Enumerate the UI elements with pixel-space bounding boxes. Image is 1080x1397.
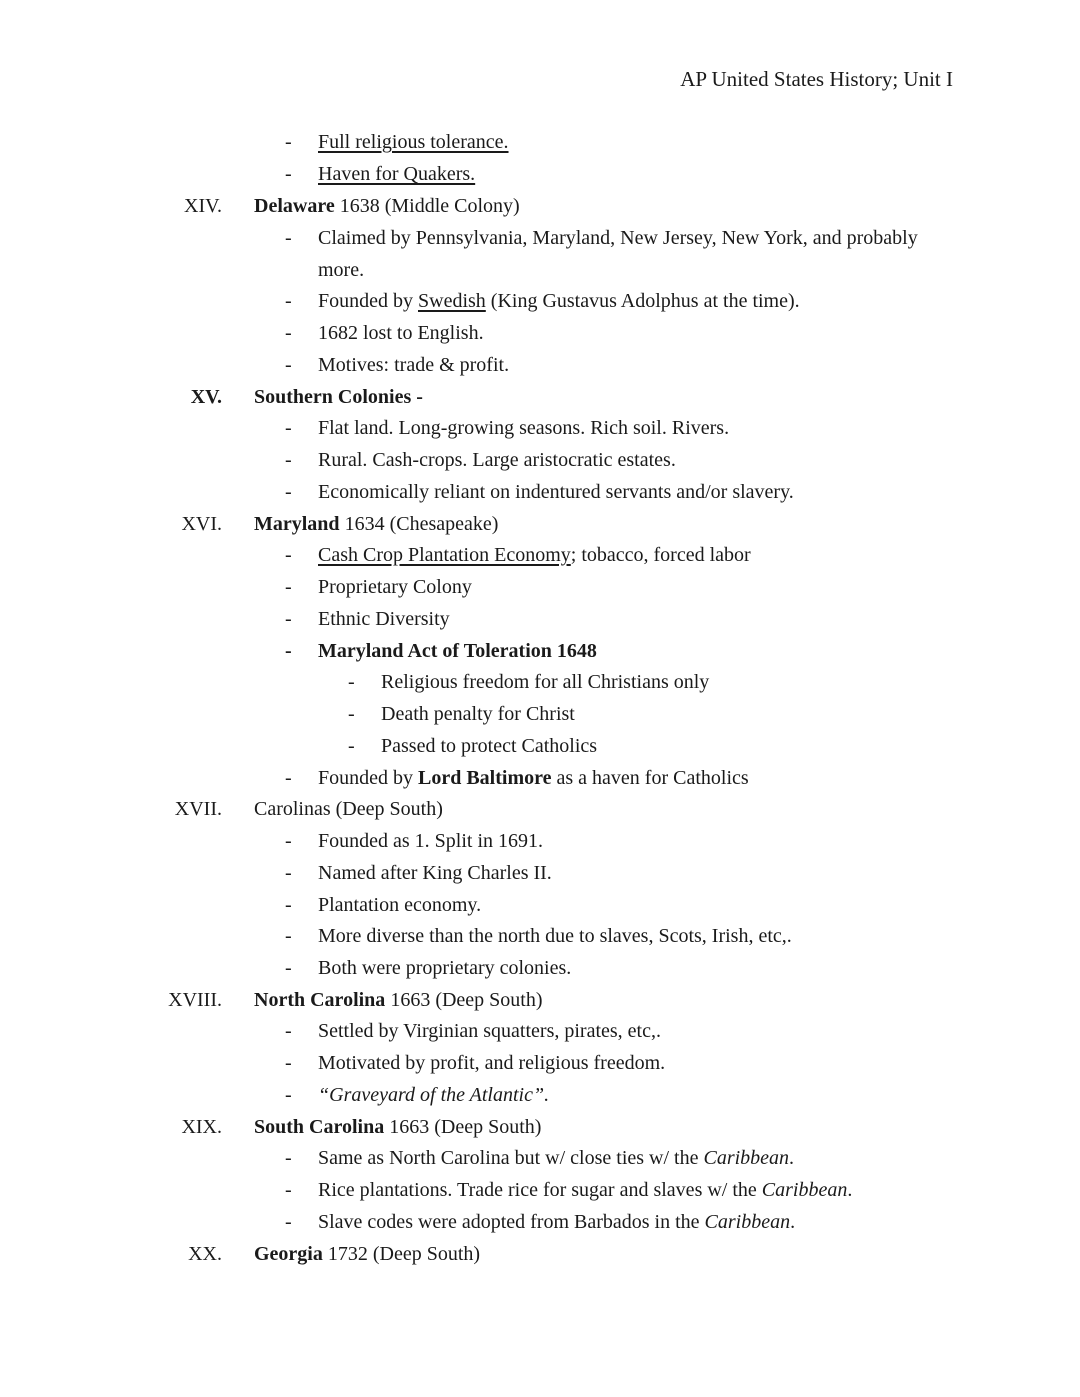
page-header: AP United States History; Unit I bbox=[680, 67, 953, 91]
text-run: . bbox=[790, 1211, 796, 1233]
item-text: Motivated by profit, and religious freedom. bbox=[318, 1052, 666, 1074]
roman-numeral: XIV. bbox=[184, 195, 222, 217]
roman-numeral: XVIII. bbox=[168, 989, 222, 1011]
item-text: Plantation economy. bbox=[318, 894, 482, 916]
item-text: Named after King Charles II. bbox=[318, 862, 552, 884]
bullet-dash: - bbox=[285, 862, 292, 884]
roman-numeral: XV. bbox=[190, 386, 222, 408]
item-text: Maryland Act of Toleration 1648 bbox=[318, 640, 597, 662]
item-text: Economically reliant on indentured servants and/or slavery. bbox=[318, 481, 794, 503]
bullet-dash: - bbox=[285, 1020, 292, 1042]
roman-numeral: XVII. bbox=[174, 798, 222, 820]
item-text: Full religious tolerance. bbox=[318, 131, 509, 153]
bullet-dash: - bbox=[285, 1084, 292, 1106]
text-run: Rice plantations. Trade rice for sugar and slaves w/ the bbox=[318, 1179, 762, 1201]
bullet-dash: - bbox=[285, 1179, 292, 1201]
item-text bbox=[318, 1206, 795, 1238]
colony-details: 1634 (Chesapeake) bbox=[339, 513, 499, 535]
item-text: Motives: trade & profit. bbox=[318, 354, 510, 376]
section-title bbox=[254, 984, 543, 1016]
item-text: Ethnic Diversity bbox=[318, 608, 450, 630]
bullet-dash: - bbox=[285, 290, 292, 312]
text-run: Founded by bbox=[318, 290, 418, 312]
text-run: Founded by bbox=[318, 767, 418, 789]
item-text: Passed to protect Catholics bbox=[381, 735, 598, 757]
item-text bbox=[318, 1174, 852, 1206]
text-run: Same as North Carolina but w/ close ties w/ the bbox=[318, 1147, 704, 1169]
roman-numeral: XIX. bbox=[181, 1116, 222, 1138]
item-text bbox=[318, 539, 751, 571]
item-text: Proprietary Colony bbox=[318, 576, 472, 598]
item-text: Flat land. Long-growing seasons. Rich soil. Rivers. bbox=[318, 417, 730, 439]
colony-name: South Carolina bbox=[254, 1116, 385, 1138]
roman-numeral: XX. bbox=[188, 1243, 222, 1265]
bullet-dash: - bbox=[285, 767, 292, 789]
bullet-dash: - bbox=[285, 830, 292, 852]
item-text: Both were proprietary colonies. bbox=[318, 957, 572, 979]
text-run: as a haven for Catholics bbox=[551, 767, 749, 789]
bullet-dash: - bbox=[285, 640, 292, 662]
bullet-dash: - bbox=[285, 163, 292, 185]
section-title bbox=[254, 190, 520, 222]
bullet-dash: - bbox=[285, 1052, 292, 1074]
text-run: (King Gustavus Adolphus at the time). bbox=[485, 290, 800, 312]
colony-name: North Carolina bbox=[254, 989, 386, 1011]
bullet-dash: - bbox=[285, 131, 292, 153]
item-text: 1682 lost to English. bbox=[318, 322, 484, 344]
colony-details: 1663 (Deep South) bbox=[384, 1116, 542, 1138]
bold-text: Lord Baltimore bbox=[418, 767, 552, 789]
item-text: Rural. Cash-crops. Large aristocratic estates. bbox=[318, 449, 676, 471]
italic-text: Caribbean bbox=[761, 1179, 848, 1201]
bullet-dash: - bbox=[285, 1147, 292, 1169]
item-text: Death penalty for Christ bbox=[381, 703, 575, 725]
section-title bbox=[254, 1238, 480, 1270]
colony-name: Georgia bbox=[254, 1243, 323, 1265]
bullet-dash: - bbox=[348, 703, 355, 725]
section-title bbox=[254, 508, 498, 540]
bullet-dash: - bbox=[285, 576, 292, 598]
item-text: Settled by Virginian squatters, pirates, etc,. bbox=[318, 1020, 661, 1042]
section-title: Carolinas (Deep South) bbox=[254, 798, 443, 820]
text-run: . bbox=[789, 1147, 795, 1169]
italic-text: Caribbean bbox=[704, 1211, 791, 1233]
item-text: Founded as 1. Split in 1691. bbox=[318, 830, 544, 852]
colony-name: Delaware bbox=[254, 195, 335, 217]
bullet-dash: - bbox=[285, 894, 292, 916]
bullet-dash: - bbox=[285, 449, 292, 471]
item-text: Haven for Quakers. bbox=[318, 163, 476, 185]
bullet-dash: - bbox=[285, 957, 292, 979]
bullet-dash: - bbox=[285, 322, 292, 344]
text-run: . bbox=[847, 1179, 853, 1201]
roman-numeral: XVI. bbox=[181, 513, 222, 535]
section-title bbox=[254, 1111, 541, 1143]
bullet-dash: - bbox=[285, 227, 292, 249]
bullet-dash: - bbox=[285, 417, 292, 439]
colony-details: 1638 (Middle Colony) bbox=[334, 195, 520, 217]
item-text bbox=[318, 1142, 794, 1174]
bullet-dash: - bbox=[285, 354, 292, 376]
bullet-dash: - bbox=[285, 608, 292, 630]
item-text: More diverse than the north due to slaves, Scots, Irish, etc,. bbox=[318, 925, 792, 947]
item-text bbox=[318, 762, 749, 794]
underlined-text: Swedish bbox=[418, 290, 486, 312]
italic-text: Caribbean bbox=[703, 1147, 790, 1169]
colony-name: Maryland bbox=[254, 513, 340, 535]
section-title: Southern Colonies - bbox=[254, 386, 423, 408]
bullet-dash: - bbox=[285, 925, 292, 947]
underlined-text: Cash Crop Plantation Economy bbox=[318, 544, 571, 566]
bullet-dash: - bbox=[348, 671, 355, 693]
colony-details: 1663 (Deep South) bbox=[385, 989, 543, 1011]
item-text bbox=[318, 285, 800, 317]
bullet-dash: - bbox=[285, 481, 292, 503]
item-text: more. bbox=[318, 259, 365, 281]
item-text: Claimed by Pennsylvania, Maryland, New Jersey, New York, and probably bbox=[318, 227, 918, 249]
bullet-dash: - bbox=[348, 735, 355, 757]
colony-details: 1732 (Deep South) bbox=[322, 1243, 481, 1265]
bullet-dash: - bbox=[285, 544, 292, 566]
item-text: Religious freedom for all Christians only bbox=[381, 671, 710, 693]
text-run: ; tobacco, forced labor bbox=[570, 544, 751, 566]
bullet-dash: - bbox=[285, 1211, 292, 1233]
item-text: “Graveyard of the Atlantic”. bbox=[318, 1084, 550, 1106]
text-run: Slave codes were adopted from Barbados in the bbox=[318, 1211, 705, 1233]
